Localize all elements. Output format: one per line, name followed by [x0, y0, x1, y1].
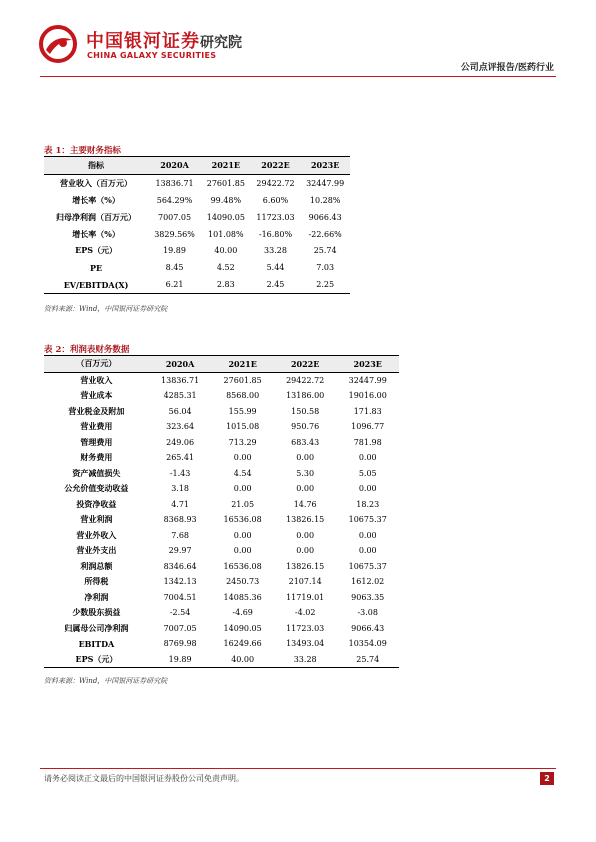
table-cell: 0.00 — [233, 530, 252, 540]
table-cell: 171.83 — [353, 406, 382, 416]
table-cell: 1096.77 — [351, 422, 385, 432]
table-cell: 0.00 — [233, 484, 252, 494]
table-cell: 683.43 — [291, 437, 320, 447]
table-row — [44, 512, 399, 528]
table-cell: 6.60% — [262, 195, 289, 205]
table-cell: 40.00 — [214, 246, 238, 256]
table-cell: 13186.00 — [286, 391, 325, 401]
table-cell: 10675.37 — [348, 515, 387, 525]
table-cell: 3.18 — [171, 484, 190, 494]
row-label: 投资净收益 — [76, 498, 117, 509]
table-cell: 7007.05 — [157, 212, 192, 222]
table-cell: 7007.05 — [163, 623, 197, 633]
table-cell: 4285.31 — [163, 391, 197, 401]
table-cell: -4.02 — [294, 608, 316, 618]
galaxy-logo-icon — [38, 24, 78, 64]
brand-name-cn: 中国银河证券 — [86, 31, 200, 52]
table2-title: 表 2：利润表财务数据 — [44, 345, 130, 355]
table-cell: 19.89 — [163, 246, 186, 256]
table-cell: 14090.05 — [223, 623, 262, 633]
table-cell: 21.05 — [231, 499, 255, 509]
row-label: 营业成本 — [80, 390, 113, 401]
row-label: 资产减值损失 — [72, 467, 121, 478]
table-cell: 781.98 — [353, 437, 382, 447]
footer-divider — [40, 768, 556, 769]
column-header: 2023E — [300, 157, 350, 175]
row-label: 利润总额 — [80, 560, 113, 571]
table-row — [44, 481, 399, 497]
table-cell: 11719.01 — [286, 592, 325, 602]
table-cell: 323.64 — [166, 422, 195, 432]
table-cell: 29422.72 — [286, 375, 325, 385]
table-row — [44, 450, 399, 466]
table-cell: 16536.08 — [223, 515, 262, 525]
table-cell: 0.00 — [296, 484, 315, 494]
table-cell: 13836.71 — [161, 375, 200, 385]
row-label: 营业收入（百万元） — [60, 177, 133, 188]
table-cell: 0.00 — [358, 484, 377, 494]
column-header: （百万元） — [44, 356, 149, 373]
table-row — [44, 497, 399, 513]
table-cell: 1612.02 — [351, 577, 385, 587]
row-label: 管理费用 — [80, 436, 113, 447]
table-cell: 40.00 — [211, 652, 274, 668]
column-header: 2023E — [336, 356, 399, 373]
table-cell: 7.68 — [171, 530, 190, 540]
table1-title: 表 1：主要财务指标 — [44, 146, 121, 156]
table-cell: 2.83 — [201, 276, 251, 293]
table-cell: 56.04 — [168, 406, 192, 416]
table-cell: 19016.00 — [348, 391, 387, 401]
column-header: 指标 — [44, 157, 148, 175]
row-label: 营业外收入 — [76, 529, 117, 540]
table-cell: 16536.08 — [223, 561, 262, 571]
table-cell: 27601.85 — [223, 375, 262, 385]
row-label: 净利润 — [84, 591, 109, 602]
row-label: 营业费用 — [80, 421, 113, 432]
table-cell: 9066.43 — [308, 212, 342, 222]
page-header — [0, 0, 596, 80]
table-cell: 25.74 — [336, 652, 399, 668]
table-cell: 101.08% — [208, 229, 244, 239]
table-cell: 10.28% — [309, 195, 341, 205]
brand-subtitle: 研究院 — [200, 35, 242, 51]
row-label: 所得税 — [84, 576, 109, 587]
table-cell: 29422.72 — [256, 178, 295, 188]
table-cell: 150.58 — [291, 406, 320, 416]
row-label: PE — [89, 262, 103, 273]
table-row — [44, 192, 350, 209]
column-header: 2022E — [274, 356, 337, 373]
table1-source: 资料来源：Wind，中国银河证券研究院 — [44, 305, 168, 313]
table-cell: 19.89 — [149, 652, 212, 668]
table-cell: 8346.64 — [163, 561, 197, 571]
table-cell: 29.97 — [168, 546, 192, 556]
table-cell: 0.00 — [296, 453, 315, 463]
table-cell: 13493.04 — [286, 639, 325, 649]
row-label: EV/EBITDA(X) — [44, 276, 148, 293]
table-cell: 7004.51 — [163, 592, 197, 602]
table-cell: 32447.99 — [348, 375, 387, 385]
table-cell: 0.00 — [296, 546, 315, 556]
table-row — [44, 590, 399, 606]
column-header: 2022E — [251, 157, 301, 175]
column-header: 2020A — [148, 157, 201, 175]
table-cell: 3829.56% — [154, 229, 195, 239]
table-cell: 0.00 — [296, 530, 315, 540]
table-cell: -22.66% — [308, 229, 342, 239]
table-cell: 4.52 — [216, 263, 235, 273]
brand-name-en: CHINA GALAXY SECURITIES — [87, 51, 217, 60]
report-type: 公司点评报告/医药行业 — [460, 63, 554, 73]
table-cell: 2.25 — [300, 276, 350, 293]
row-label: 增长率（%） — [72, 228, 120, 239]
table-cell: 25.74 — [313, 246, 337, 256]
table-cell: 14085.36 — [223, 592, 262, 602]
table-row — [44, 259, 350, 276]
table-cell: 8568.00 — [226, 391, 260, 401]
table-cell: 5.44 — [266, 263, 285, 273]
table-row — [44, 605, 399, 621]
table-header-row — [44, 157, 350, 175]
table-row — [44, 276, 350, 293]
table-cell: 1015.08 — [226, 422, 260, 432]
table-cell: 13826.15 — [286, 515, 325, 525]
table-row — [44, 559, 399, 575]
table-row — [44, 242, 350, 259]
table-cell: 13836.71 — [155, 178, 194, 188]
row-label: 营业利润 — [80, 514, 113, 525]
table-cell: -16.80% — [258, 229, 293, 239]
table-cell: 0.00 — [358, 453, 377, 463]
table-cell: 564.29% — [156, 195, 193, 205]
table-cell: 249.06 — [166, 437, 195, 447]
table-cell: 155.99 — [228, 406, 257, 416]
table-cell: 10354.09 — [348, 639, 387, 649]
table-cell: -2.54 — [169, 608, 191, 618]
table-row — [44, 226, 350, 243]
row-label: 营业收入 — [80, 374, 113, 385]
row-label: EPS（元） — [75, 245, 117, 256]
table-cell: 0.00 — [233, 453, 252, 463]
table-cell: 5.05 — [358, 468, 377, 478]
row-label: 归属母公司净利润 — [64, 622, 129, 633]
page-number: 2 — [540, 772, 554, 785]
table-cell: 0.00 — [358, 530, 377, 540]
table-cell: 7.03 — [316, 263, 335, 273]
table-cell: 13826.15 — [286, 561, 325, 571]
table-cell: 9066.43 — [351, 623, 385, 633]
table-cell: 33.28 — [274, 652, 337, 668]
table-cell: 1342.13 — [163, 577, 197, 587]
table-cell: 950.76 — [291, 422, 320, 432]
table-row — [44, 174, 350, 191]
table-cell: 32447.99 — [306, 178, 345, 188]
table-cell: 99.48% — [210, 195, 242, 205]
row-label: 营业税金及附加 — [68, 405, 125, 416]
table-row — [44, 543, 399, 559]
table-row — [44, 636, 399, 652]
row-label: 公允价值变动收益 — [64, 483, 129, 494]
table-row — [44, 621, 399, 637]
table-cell: 8769.98 — [163, 639, 197, 649]
table-cell: 713.29 — [228, 437, 257, 447]
table-cell: -4.69 — [232, 608, 253, 618]
table-row — [44, 388, 399, 404]
financial-indicators-table — [44, 156, 350, 294]
table-row — [44, 466, 399, 482]
column-header: 2021E — [201, 157, 251, 175]
table-row — [44, 209, 350, 226]
row-label: 增长率（%） — [72, 194, 120, 205]
table-cell: 8.45 — [165, 263, 184, 273]
table-row — [44, 435, 399, 451]
table-header-row — [44, 356, 399, 373]
row-label: 财务费用 — [80, 452, 113, 463]
table-row — [44, 574, 399, 590]
table-cell: 0.00 — [358, 546, 377, 556]
table-cell: 33.28 — [264, 246, 287, 256]
table-cell: 10675.37 — [348, 561, 387, 571]
table-cell: 2.45 — [251, 276, 301, 293]
table-cell: 6.21 — [148, 276, 201, 293]
column-header: 2021E — [211, 356, 274, 373]
table-cell: 11723.03 — [256, 212, 295, 222]
table2-source: 资料来源：Wind，中国银河证券研究院 — [44, 677, 168, 685]
table-cell: 4.54 — [233, 468, 252, 478]
table-row — [44, 419, 399, 435]
table-cell: 5.30 — [296, 468, 315, 478]
table-row — [44, 528, 399, 544]
table-cell: 2450.73 — [226, 577, 260, 587]
row-label: 少数股东损益 — [72, 607, 121, 618]
header-divider — [40, 76, 556, 77]
table-row — [44, 404, 399, 420]
table-cell: 14.76 — [293, 499, 317, 509]
table-cell: 4.71 — [171, 499, 190, 509]
table-cell: 265.41 — [166, 453, 195, 463]
table-cell: -1.43 — [169, 468, 191, 478]
table-cell: 11723.03 — [286, 623, 325, 633]
table-cell: 8368.93 — [163, 515, 197, 525]
table-row — [44, 372, 399, 388]
table-cell: 16249.66 — [223, 639, 262, 649]
table-cell: 2107.14 — [288, 577, 322, 587]
row-label: 营业外支出 — [76, 545, 117, 556]
table-row — [44, 652, 399, 668]
table-cell: -3.08 — [357, 608, 378, 618]
row-label: EPS（元） — [44, 652, 149, 668]
row-label: 归母净利润（百万元） — [56, 211, 137, 222]
column-header: 2020A — [149, 356, 212, 373]
table-cell: 14090.05 — [206, 212, 245, 222]
footer-disclaimer: 请务必阅读正文最后的中国银河证券股份公司免责声明。 — [44, 774, 244, 783]
income-statement-table — [44, 355, 399, 668]
row-label: EBITDA — [78, 638, 115, 649]
table-cell: 0.00 — [233, 546, 252, 556]
table-cell: 27601.85 — [206, 178, 245, 188]
table-cell: 9063.35 — [351, 592, 385, 602]
table-cell: 18.23 — [356, 499, 380, 509]
